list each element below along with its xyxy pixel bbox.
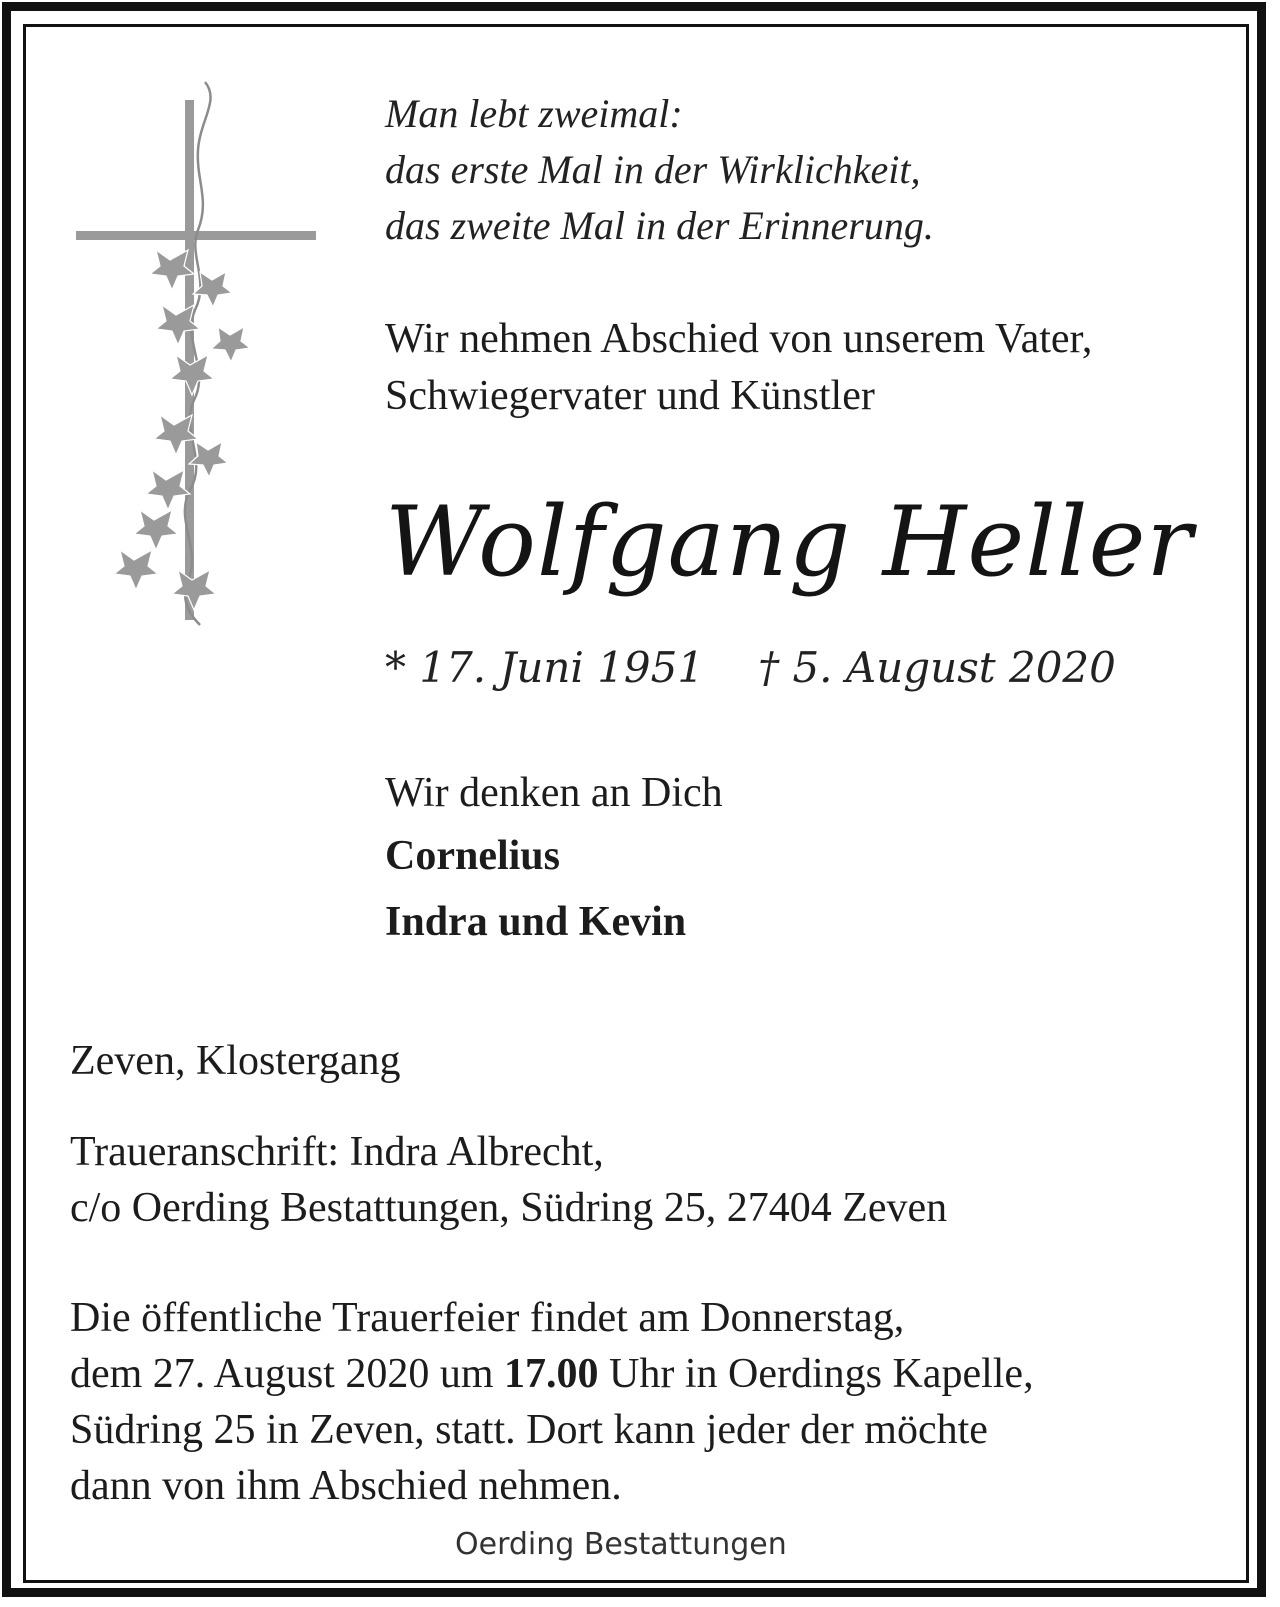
farewell-intro (385, 311, 1092, 425)
address-line: Traueranschrift: Indra Albrecht, (70, 1129, 604, 1175)
life-dates (385, 640, 1116, 696)
service-date-text: dem 27. August 2020 um (70, 1351, 505, 1397)
quote-line: das erste Mal in der Wirklichkeit, (385, 147, 921, 192)
mourning-address (70, 1124, 947, 1236)
mourner-name: Indra und Kevin (385, 899, 687, 945)
service-info (70, 1290, 1034, 1514)
intro-line: Schwiegervater und Künstler (385, 373, 875, 419)
deceased-name: Wolfgang Heller (385, 486, 1194, 598)
service-time: 17.00 (504, 1351, 599, 1397)
mourners-intro: Wir denken an Dich (385, 770, 723, 816)
intro-line: Wir nehmen Abschied von unserem Vater, (385, 316, 1093, 362)
place: Zeven, Klostergang (70, 1038, 401, 1084)
mourner-name: Cornelius (385, 833, 561, 879)
service-line (70, 1346, 1034, 1402)
death-date: † 5. August 2020 (758, 643, 1116, 692)
service-line: Die öffentliche Trauerfeier findet am Donnerstag, (70, 1295, 905, 1341)
service-line: Südring 25 in Zeven, statt. Dort kann jeder der möchte (70, 1407, 988, 1453)
mourners (385, 763, 723, 955)
quote-line: Man lebt zweimal: (385, 91, 683, 136)
funeral-home-logo: Oerding Bestattungen (455, 1527, 787, 1562)
service-location-text: Uhr in Oerdings Kapelle, (598, 1351, 1034, 1397)
ivy-cross-icon (70, 80, 330, 640)
birth-date: * 17. Juni 1951 (385, 643, 705, 692)
quote (385, 86, 934, 254)
service-line: dann von ihm Abschied nehmen. (70, 1463, 622, 1509)
address-line: c/o Oerding Bestattungen, Südring 25, 27404 Zeven (70, 1185, 948, 1231)
quote-line: das zweite Mal in der Erinnerung. (385, 203, 934, 248)
